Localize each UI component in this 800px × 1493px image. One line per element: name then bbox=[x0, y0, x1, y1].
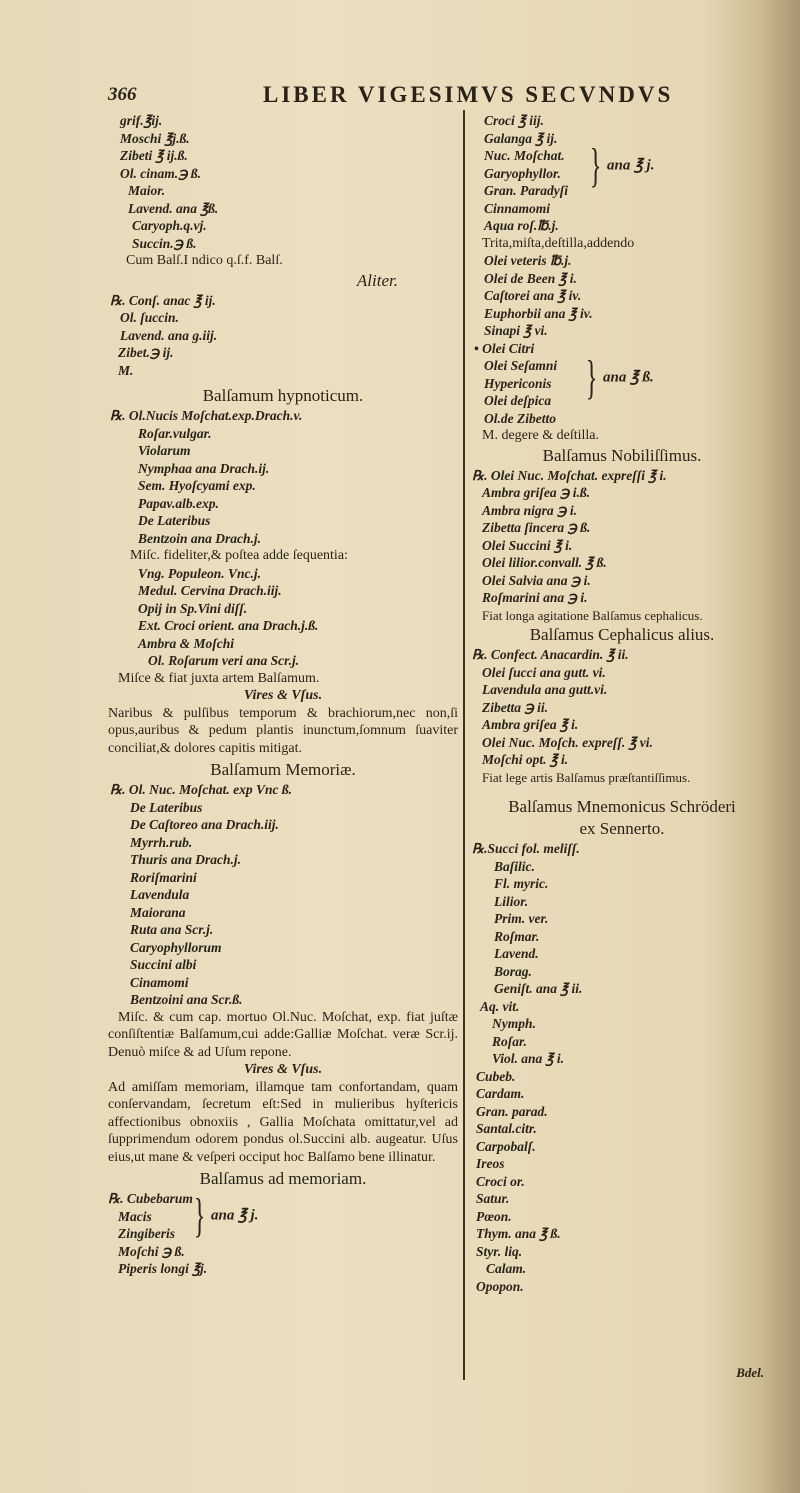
prose-line: Miſc. fideliter,& poſtea adde ſequentia: bbox=[130, 548, 348, 563]
recipe-line: Roſmarini ana ℈ i. bbox=[482, 590, 588, 605]
section-heading: ex Sennerto. bbox=[579, 819, 665, 838]
recipe-line: Roſar.vulgar. bbox=[138, 425, 212, 441]
recipe-line: Zingiberis bbox=[118, 1226, 176, 1241]
recipe-line: Fl. myric. bbox=[494, 876, 549, 891]
recipe-line: M. bbox=[118, 362, 134, 378]
recipe-line: Borag. bbox=[494, 963, 532, 979]
recipe-line: Santal.citr. bbox=[476, 1121, 537, 1136]
brace-group bbox=[584, 139, 655, 192]
recipe-line: Ambra & Moſchi bbox=[138, 635, 235, 651]
recipe-line: Zibetta ℈ ii. bbox=[482, 699, 549, 715]
recipe-line: • Olei Citri bbox=[474, 340, 535, 356]
prose-line: M. degere & deſtilla. bbox=[482, 428, 600, 443]
recipe-line: Moschi ℥j.ß. bbox=[120, 130, 190, 146]
running-head: LIBER VIGESIMVS SECVNDVS bbox=[263, 82, 674, 107]
recipe-line: Succin.℈ ß. bbox=[132, 235, 197, 251]
recipe-line: Caſtorei ana ℥ iv. bbox=[484, 288, 582, 303]
recipe-line: Moſchi ℈ ß. bbox=[118, 1243, 185, 1259]
recipe-line: Aqua roſ.℔.j. bbox=[484, 218, 559, 233]
recipe-line: Calam. bbox=[486, 1261, 527, 1276]
recipe-line: Maiorana bbox=[130, 904, 186, 920]
recipe-line: Olei ſucci ana gutt. vi. bbox=[482, 664, 606, 680]
recipe-line: Ambra nigra ℈ i. bbox=[482, 502, 577, 518]
recipe-line: Ireos bbox=[476, 1156, 505, 1171]
recipe-line: Ext. Croci orient. ana Drach.j.ß. bbox=[138, 618, 319, 633]
recipe-line: Gran. parad. bbox=[476, 1103, 548, 1119]
recipe-line: Hypericonis bbox=[484, 375, 552, 391]
recipe-line: ℞. Conſ. anac ℥ ij. bbox=[110, 292, 216, 308]
recipe-line: De Lateribus bbox=[138, 513, 211, 528]
recipe-line: Olei lilior.convall. ℥ ß. bbox=[482, 555, 607, 570]
recipe-line: Lavendula ana gutt.vi. bbox=[482, 682, 608, 697]
section-heading: Balſamum Memoriæ. bbox=[210, 760, 356, 779]
recipe-line: Geniſt. ana ℥ ii. bbox=[494, 981, 583, 996]
recipe-line: Baſilic. bbox=[494, 858, 535, 874]
recipe-line: Ol. Roſarum veri ana Scr.j. bbox=[148, 653, 300, 668]
brace-quantity: ana ℥ j. bbox=[607, 157, 655, 174]
recipe-line: Styr. liq. bbox=[476, 1243, 523, 1259]
recipe-line: Opij in Sp.Vini diſſ. bbox=[138, 600, 248, 616]
recipe-line: Nymph. bbox=[492, 1016, 536, 1031]
recipe-line: Piperis longi ℥j. bbox=[118, 1261, 208, 1276]
recipe-line: Caryoph.q.vj. bbox=[132, 218, 207, 233]
brace-group bbox=[580, 350, 654, 404]
recipe-line: Roſar. bbox=[492, 1033, 527, 1049]
recipe-line: Medul. Cervina Drach.iij. bbox=[138, 583, 282, 598]
brace-quantity: ana ℥ j. bbox=[211, 1207, 259, 1224]
recipe-line: Olei Succini ℥ i. bbox=[482, 537, 573, 553]
recipe-line: Ol.de Zibetto bbox=[484, 410, 556, 426]
right-column bbox=[472, 112, 772, 1295]
section-heading: Balſamus Nobiliſſimus. bbox=[542, 445, 702, 465]
recipe-line: Bentzoini ana Scr.ß. bbox=[130, 992, 243, 1007]
recipe-line: Ruta ana Scr.j. bbox=[130, 922, 214, 937]
recipe-line: Croci or. bbox=[476, 1173, 525, 1189]
vires-heading: Vires & Vſus. bbox=[243, 1062, 323, 1077]
recipe-line: Roriſmarini bbox=[130, 869, 197, 885]
recipe-line: Prim. ver. bbox=[494, 911, 549, 926]
recipe-line: Cinnamomi bbox=[484, 200, 551, 216]
curly-brace-icon: } bbox=[193, 1189, 206, 1242]
section-heading: Balſamus Mnemonicus Schröderi bbox=[508, 797, 736, 816]
recipe-line: Ol. cinam.℈ ß. bbox=[120, 165, 202, 181]
recipe-line: Pœon. bbox=[476, 1208, 512, 1224]
page-number: 366 bbox=[108, 84, 137, 105]
recipe-line: Lavendula bbox=[130, 887, 190, 902]
recipe-line: Lavend. ana ℥ß. bbox=[128, 200, 219, 216]
prose-line: Cum Balſ.I ndico q.ſ.f. Balſ. bbox=[126, 253, 283, 268]
column-rule bbox=[463, 110, 465, 1380]
recipe-line: Caryophyllorum bbox=[130, 939, 222, 955]
section-heading: Aliter. bbox=[356, 270, 398, 290]
paragraph: Ad amiſſam memoriam, illamque tam confortandam, quam conſervandam, ſecretum eſt:Sed in mulieribus hyſtericis affectionibus obnoxiis , Gallia Moſchata omittatur,vel ad ſupprimendum odorem pondus ol.Succini alb. augeatur. Uſus eius,ut mane & veſperi occiput hoc Balſamo bene illinatur. bbox=[108, 1079, 458, 1165]
recipe-line: Olei Nuc. Moſch. expreſſ. ℥ vi. bbox=[482, 734, 653, 750]
recipe-line: grif.℥ij. bbox=[120, 113, 163, 128]
recipe-line: Cardam. bbox=[476, 1086, 525, 1101]
recipe-line: Ambra griſea ℈ i.ß. bbox=[482, 485, 591, 500]
recipe-line: Olei de Been ℥ i. bbox=[484, 270, 577, 286]
recipe-line: Thuris ana Drach.j. bbox=[130, 852, 242, 867]
recipe-line: Violarum bbox=[138, 443, 191, 458]
recipe-line: Croci ℥ iij. bbox=[484, 113, 544, 128]
recipe-line: Bentzoin ana Drach.j. bbox=[138, 530, 262, 546]
recipe-line: Cinamomi bbox=[130, 974, 189, 990]
prose-line: Trita,miſta,deſtilla,addendo bbox=[482, 235, 635, 251]
recipe-line: Zibetta ſincera ℈ ß. bbox=[482, 520, 591, 535]
prose-line: Fiat lege artis Balſamus præſtantiſſimus. bbox=[482, 769, 691, 785]
recipe-line: Lavend. ana g.iij. bbox=[120, 327, 218, 343]
recipe-line: Ol. ſuccin. bbox=[120, 310, 179, 325]
recipe-line: Galanga ℥ ij. bbox=[484, 130, 558, 146]
recipe-line: Myrrh.rub. bbox=[130, 834, 193, 850]
recipe-line: De Lateribus bbox=[130, 799, 203, 815]
recipe-line: ℞. Olei Nuc. Moſchat. expreſſi ℥ i. bbox=[472, 467, 667, 483]
section-heading: Balſamus Cephalicus alius. bbox=[529, 625, 715, 644]
recipe-line: Sem. Hyoſcyami exp. bbox=[138, 478, 256, 493]
left-column bbox=[108, 112, 458, 1278]
recipe-line: Olei veteris ℔.j. bbox=[484, 253, 572, 268]
recipe-line: Satur. bbox=[476, 1191, 510, 1206]
recipe-line: Nymphaa ana Drach.ij. bbox=[138, 460, 270, 476]
recipe-line: Ambra griſea ℥ i. bbox=[482, 717, 579, 732]
recipe-line: ℞. Ol. Nuc. Moſchat. exp Vnc ß. bbox=[110, 782, 292, 797]
recipe-line: Zibeti ℥ ij.ß. bbox=[120, 148, 188, 163]
recipe-line: Lilior. bbox=[494, 893, 529, 909]
recipe-line: Succini albi bbox=[130, 957, 197, 972]
paragraph: Naribus & pulſibus temporum & brachiorum,nec non,ſi opus,auribus & pedum plantis inunctum,ſomnum ſuaviter conciliat,& dolores capitis mitigat. bbox=[108, 705, 458, 756]
page-header bbox=[108, 84, 698, 114]
recipe-line: Carpobalſ. bbox=[476, 1138, 536, 1154]
recipe-line: Lavend. bbox=[494, 946, 539, 961]
recipe-line: Olei Seſamni bbox=[484, 358, 558, 373]
recipe-line: Viol. ana ℥ i. bbox=[492, 1051, 564, 1066]
brace-group bbox=[188, 1189, 259, 1242]
recipe-line: Cubeb. bbox=[476, 1068, 516, 1084]
recipe-line: Opopon. bbox=[476, 1278, 524, 1294]
section-heading: Balſamum hypnoticum. bbox=[202, 386, 364, 405]
recipe-line: Olei deſpica bbox=[484, 393, 552, 408]
recipe-line: Thym. ana ℥ ß. bbox=[476, 1226, 561, 1241]
vires-heading: Vires & Vſus. bbox=[243, 688, 323, 703]
curly-brace-icon: } bbox=[589, 139, 602, 192]
recipe-line: ℞. Ol.Nucis Moſchat.exp.Drach.v. bbox=[110, 408, 303, 423]
recipe-line: Olei Salvia ana ℈ i. bbox=[482, 572, 591, 588]
recipe-line: Vng. Populeon. Vnc.j. bbox=[138, 565, 262, 581]
recipe-line: Zibet.℈ ij. bbox=[118, 345, 174, 360]
recipe-line: Nuc. Moſchat. bbox=[484, 148, 565, 163]
recipe-line: Roſmar. bbox=[494, 928, 540, 944]
catchword: Bdel. bbox=[736, 1365, 764, 1380]
brace-quantity: ana ℥ ß. bbox=[603, 368, 654, 385]
recipe-line: Maior. bbox=[128, 183, 166, 198]
recipe-line: ℞. Cubebarum bbox=[108, 1191, 193, 1206]
recipe-line: Papav.alb.exp. bbox=[138, 495, 219, 511]
recipe-line: Gran. Paradyſi bbox=[484, 183, 568, 198]
prose-line: Miſce & fiat juxta artem Balſamum. bbox=[118, 670, 320, 686]
recipe-line: Sinapi ℥ vi. bbox=[484, 323, 548, 338]
prose-line: Fiat longa agitatione Balſamus cephalicus. bbox=[482, 607, 703, 623]
recipe-line: ℞.Succi fol. meliſſ. bbox=[472, 841, 580, 856]
recipe-line: ℞. Confect. Anacardin. ℥ ii. bbox=[472, 647, 629, 662]
recipe-line: Garyophyllor. bbox=[484, 165, 561, 181]
curly-brace-icon: } bbox=[585, 350, 598, 404]
recipe-line: Moſchi opt. ℥ i. bbox=[482, 752, 569, 767]
recipe-line: De Caſtoreo ana Drach.iij. bbox=[130, 817, 279, 832]
recipe-line: Euphorbii ana ℥ iv. bbox=[484, 305, 593, 321]
recipe-line: Macis bbox=[118, 1208, 152, 1224]
recipe-line: Aq. vit. bbox=[480, 998, 520, 1014]
paragraph: Miſc. & cum cap. mortuo Ol.Nuc. Moſchat, exp. fiat juſtæ conſiſtentiæ Balſamum,cui adde:Galliæ Moſchat. veræ Scr.ij. Denuò miſce & ad Uſum repone. bbox=[108, 1009, 458, 1060]
section-heading: Balſamus ad memoriam. bbox=[199, 1169, 367, 1188]
